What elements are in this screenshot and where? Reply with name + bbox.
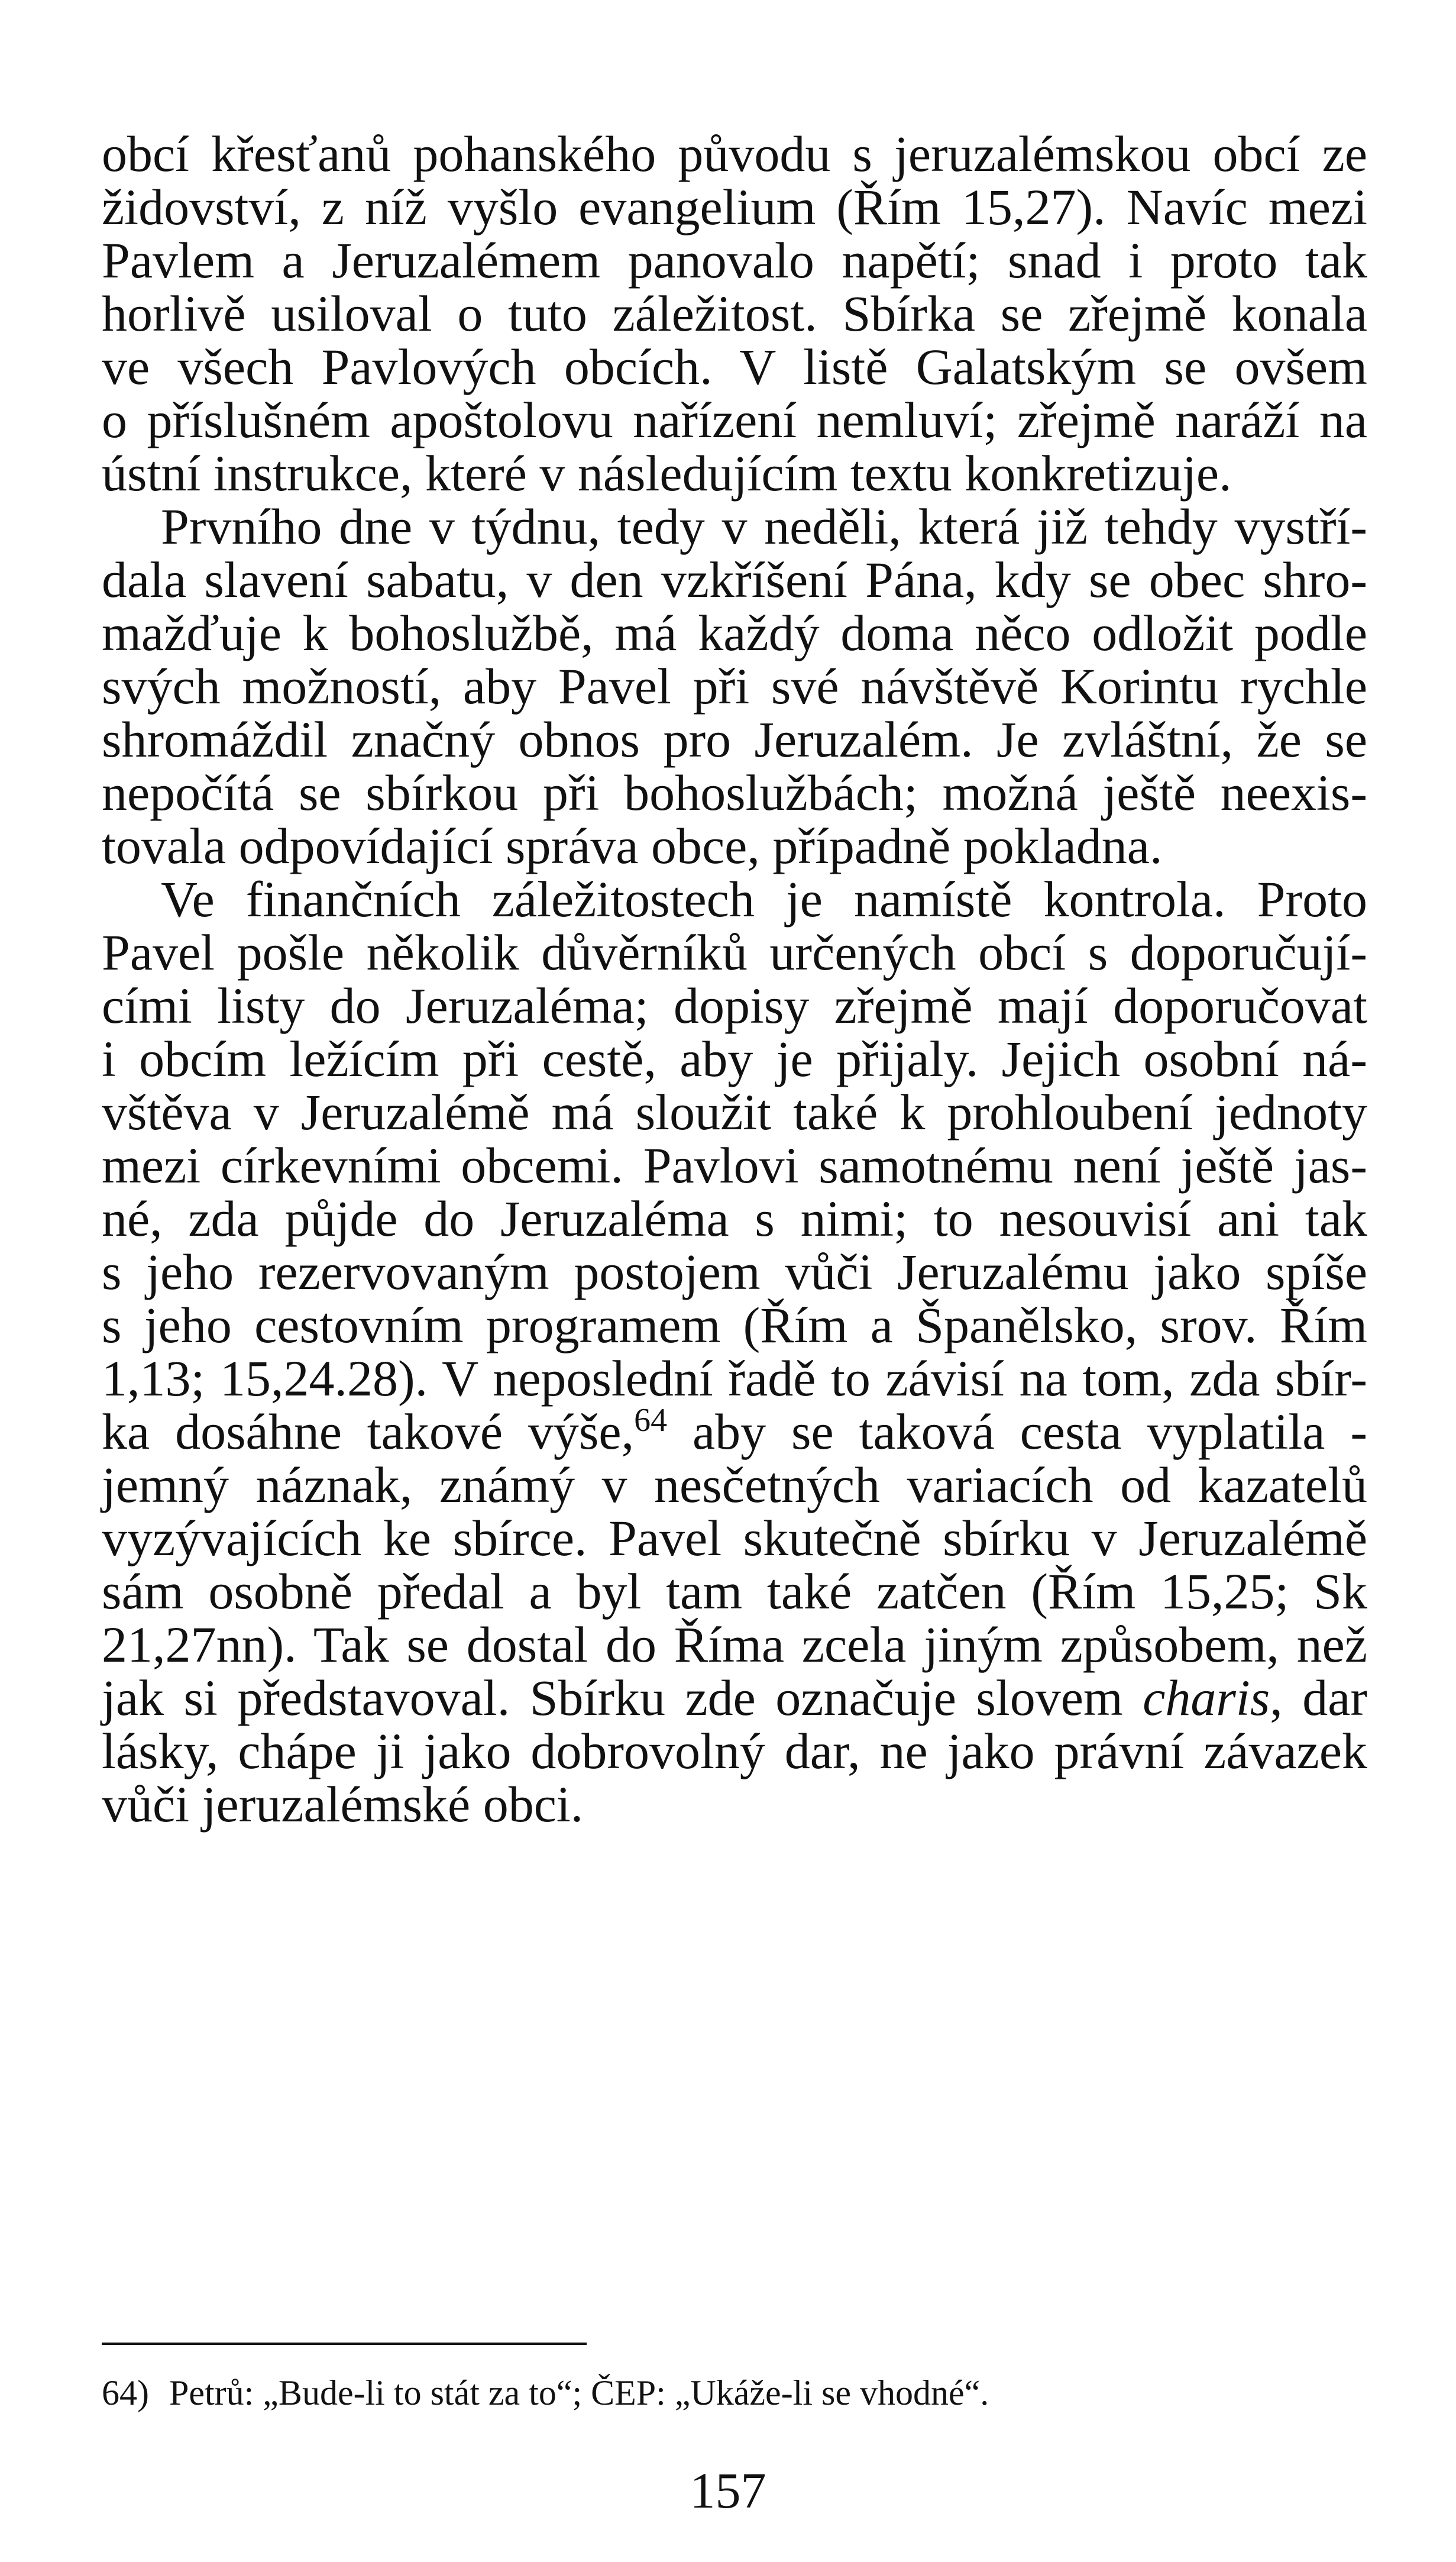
- text-segment: , dar: [1270, 1669, 1367, 1726]
- text-line: Ve finančních záležitostech je namístě kontrola. Proto: [161, 871, 1367, 928]
- page-number: 157: [690, 2462, 766, 2519]
- text-line: né, zda půjde do Jeruzaléma s nimi; to nesouvisí ani tak: [102, 1190, 1367, 1247]
- text-line: mažďuje k bohoslužbě, má každý doma něco odložit podle: [102, 605, 1367, 661]
- text-line: ústní instrukce, které v následujícím textu konkretizuje.: [102, 445, 1232, 502]
- text-line: jemný náznak, známý v nesčetných variacích od kazatelů: [102, 1456, 1367, 1513]
- text-line-with-footnote-ref: [102, 1402, 1367, 1460]
- text-line: shromáždil značný obnos pro Jeruzalém. Je zvláštní, že se: [102, 711, 1367, 768]
- text-segment: ka dosáhne takové výše,: [102, 1403, 635, 1460]
- footnote: [102, 2372, 989, 2414]
- text-line: 1,13; 15,24.28). V neposlední řadě to závisí na tom, zda sbír-: [102, 1350, 1367, 1407]
- text-line: tovala odpovídající správa obce, případně pokladna.: [102, 818, 1163, 874]
- text-line: dala slavení sabatu, v den vzkříšení Pána, kdy se obec shro-: [102, 551, 1367, 608]
- text-line: s jeho rezervovaným postojem vůči Jeruzalému jako spíše: [102, 1243, 1367, 1300]
- text-line: s jeho cestovním programem (Řím a Španělsko, srov. Řím: [102, 1297, 1367, 1353]
- text-line: židovství, z níž vyšlo evangelium (Řím 15,27). Navíc mezi: [102, 179, 1367, 235]
- body-text: [102, 127, 1367, 1831]
- text-line: vůči jeruzalémské obci.: [102, 1776, 584, 1833]
- text-line: vyzývajících ke sbírce. Pavel skutečně sbírku v Jeruzalémě: [102, 1510, 1367, 1566]
- text-line: i obcím ležícím při cestě, aby je přijaly. Jejich osobní ná-: [102, 1030, 1367, 1087]
- text-line-with-italic: [102, 1671, 1367, 1724]
- italic-term: charis: [1143, 1669, 1270, 1726]
- text-line: 21,27nn). Tak se dostal do Říma zcela jiným způsobem, než: [102, 1616, 1367, 1673]
- text-line: horlivě usiloval o tuto záležitost. Sbírka se zřejmě konala: [102, 285, 1367, 342]
- text-segment: aby se taková cesta vyplatila -: [667, 1403, 1367, 1460]
- text-line: Pavlem a Jeruzalémem panovalo napětí; snad i proto tak: [102, 232, 1367, 289]
- text-line: cími listy do Jeruzaléma; dopisy zřejmě mají doporučovat: [102, 977, 1367, 1034]
- footnote-separator: [102, 2343, 587, 2345]
- text-line: sám osobně předal a byl tam také zatčen (Řím 15,25; Sk: [102, 1563, 1367, 1620]
- text-line: lásky, chápe ji jako dobrovolný dar, ne jako právní závazek: [102, 1723, 1367, 1779]
- text-line: mezi církevními obcemi. Pavlovi samotnému není ještě jas-: [102, 1137, 1367, 1194]
- text-line: Pavel pošle několik důvěrníků určených obcí s doporučují-: [102, 924, 1367, 981]
- footnote-text: Petrů: „Bude-li to stát za to“; ČEP: „Ukáže-li se vhodné“.: [169, 2373, 989, 2412]
- footnote-number: 64): [102, 2373, 149, 2412]
- text-line: obcí křesťanů pohanského původu s jeruzalémskou obcí ze: [102, 125, 1367, 182]
- footnote-reference: 64: [634, 1402, 668, 1439]
- text-line: vštěva v Jeruzalémě má sloužit také k prohloubení jednoty: [102, 1084, 1367, 1141]
- text-line: nepočítá se sbírkou při bohoslužbách; možná ještě neexis-: [102, 764, 1367, 821]
- text-segment: jak si představoval. Sbírku zde označuje slovem: [102, 1669, 1143, 1726]
- text-line: svých možností, aby Pavel při své návštěvě Korintu rychle: [102, 658, 1367, 715]
- text-line: o příslušném apoštolovu nařízení nemluví; zřejmě naráží na: [102, 392, 1367, 448]
- text-line: ve všech Pavlových obcích. V listě Galatským se ovšem: [102, 338, 1367, 395]
- text-line: Prvního dne v týdnu, tedy v neděli, která již tehdy vystří-: [161, 498, 1367, 555]
